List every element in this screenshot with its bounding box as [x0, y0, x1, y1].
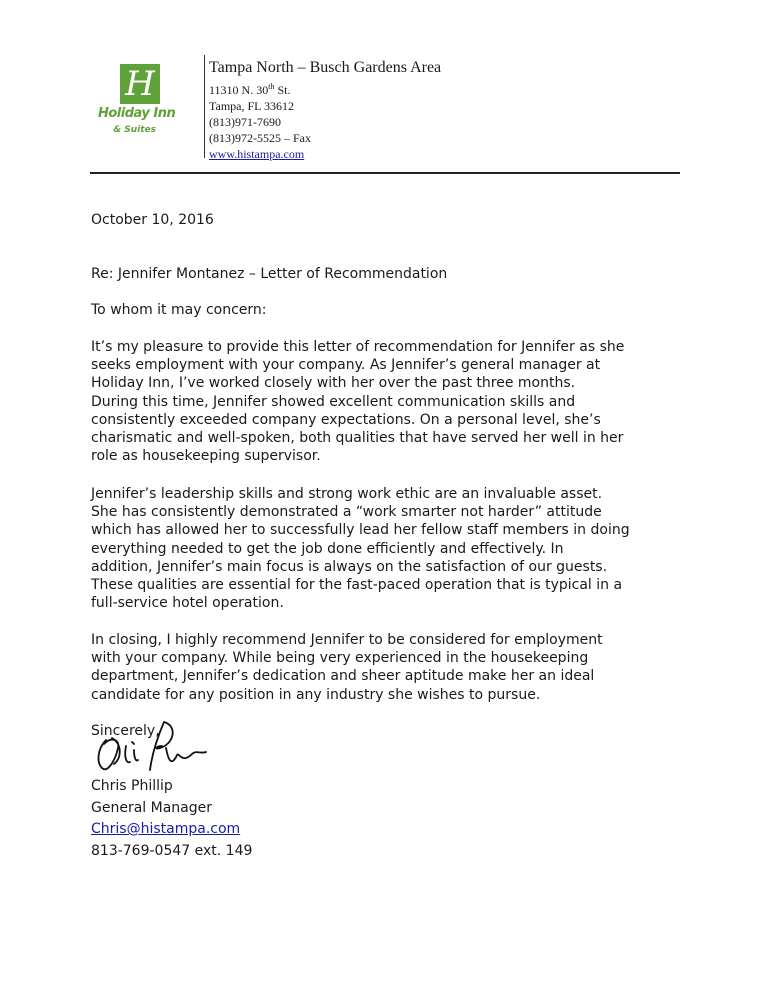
city-state-zip: Tampa, FL 33612	[209, 99, 295, 113]
logo-subtext: & Suites	[113, 125, 156, 135]
logo-h-mark: H	[120, 64, 160, 104]
logo-name: Holiday Inn	[98, 106, 176, 121]
letterhead-rule	[90, 172, 680, 174]
letter-subject: Re: Jennifer Montanez – Letter of Recommendation	[91, 266, 448, 282]
letter-date: October 10, 2016	[91, 212, 214, 228]
phone-number: (813)971-7690	[209, 115, 281, 129]
fax-number: (813)972-5525 – Fax	[209, 131, 311, 145]
street-address: 11310 N. 30th St.	[209, 82, 291, 97]
signer-title: General Manager	[91, 800, 212, 816]
signer-phone: 813-769-0547 ext. 149	[91, 843, 253, 859]
holiday-inn-logo	[98, 64, 176, 154]
letter-salutation: To whom it may concern:	[91, 302, 267, 318]
letterhead-address	[209, 57, 441, 162]
website-link[interactable]: www.histampa.com	[209, 147, 305, 161]
letter-closing: Sincerely,	[91, 723, 160, 739]
paragraph-1: It’s my pleasure to provide this letter of recommendation for Jennifer as she seeks employment with your company. As Jennifer’s general manager at Holiday Inn, I’ve worked closely with her over the past three months. During this time, Jennifer showed excellent communication skills and consistently exceeded company expectations. On a personal level, she’s charismatic and well-spoken, both qualities that have served her well in her role as housekeeping supervisor.	[91, 339, 625, 465]
paragraph-3: In closing, I highly recommend Jennifer to be considered for employment with your company. While being very experienced in the housekeeping department, Jennifer’s dedication and sheer aptitude make her an ideal candidate for any position in any industry she wishes to pursue.	[91, 632, 603, 703]
signer-email-link[interactable]: Chris@histampa.com	[91, 821, 241, 837]
handwritten-signature	[92, 718, 212, 776]
location-name: Tampa North – Busch Gardens Area	[209, 59, 442, 76]
paragraph-2: Jennifer’s leadership skills and strong work ethic are an invaluable asset. She has consistently demonstrated a “work smarter not harder” attitude which has allowed her to successfully lead her fellow staff members in doing everything needed to get the job done efficiently and effectively. In addition, Jennifer’s main focus is always on the satisfaction of our guests. These qualities are essential for the fast-paced operation that is typical in a full-service hotel operation.	[91, 486, 630, 612]
letterhead-divider	[204, 55, 205, 158]
signer-name: Chris Phillip	[91, 778, 173, 794]
